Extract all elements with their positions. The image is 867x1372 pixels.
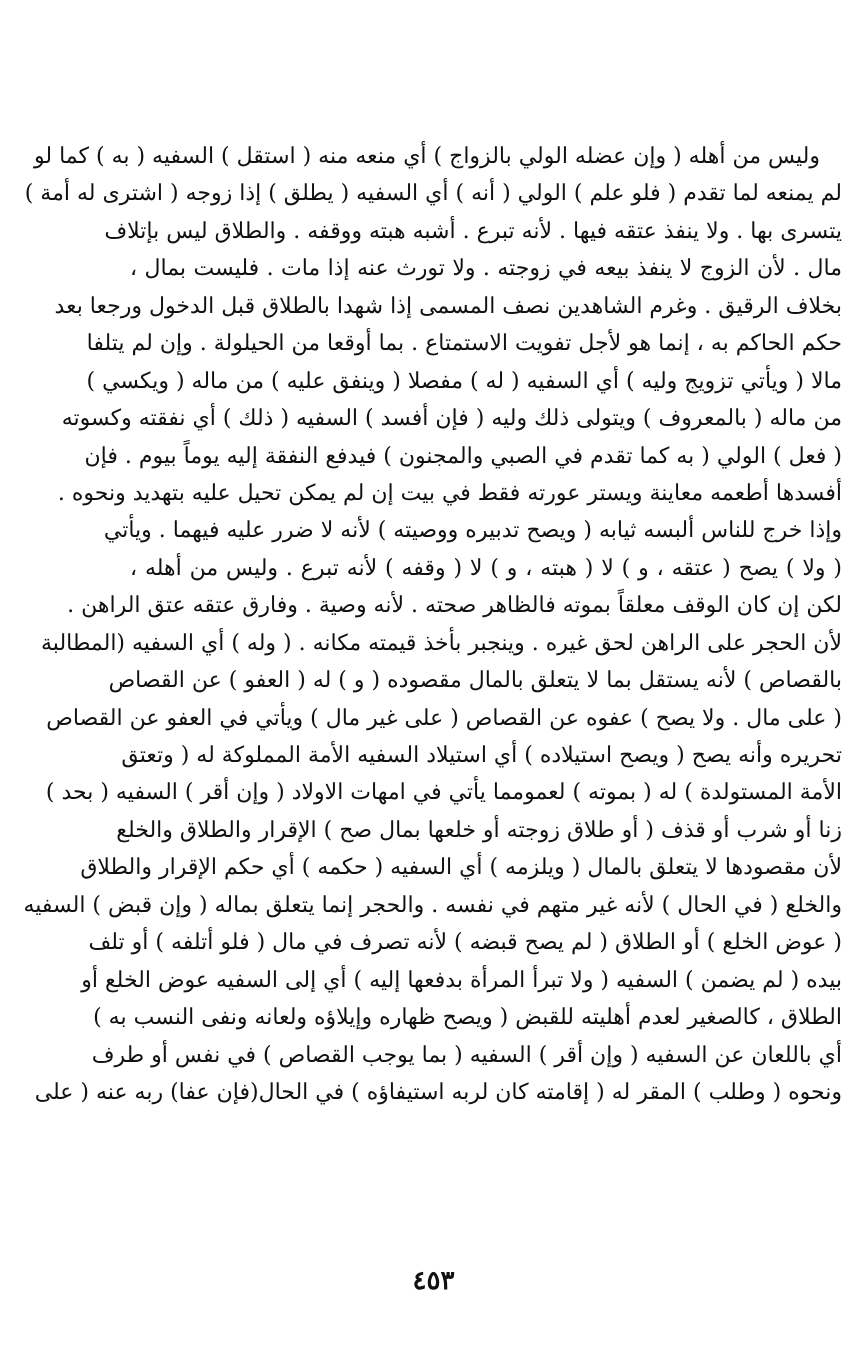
text-line: ( ولا ) يصح ( عتقه ، و ) لا ( هبته ، و ) لا ( وقفه ) لأنه تبرع . وليس من أهله ، <box>130 555 842 581</box>
text-line: يتسرى بها . ولا ينفذ عتقه فيها . لأنه تبرع . أشبه هبته ووقفه . والطلاق ليس بإتلاف <box>104 218 842 244</box>
text-line: لكن إن كان الوقف معلقاً بموته فالظاهر صحته . لأنه وصية . وفارق عتقه عتق الراهن . <box>67 593 842 619</box>
text-line: من ماله ( بالمعروف ) ويتولى ذلك وليه ( فإن أفسد ) السفيه ( ذلك ) أي نفقته وكسوته <box>61 406 842 432</box>
page-number: ٤٥٣ <box>412 1266 455 1296</box>
text-line: بالقصاص ) لأنه يستقل بما لا يتعلق بالمال مقصوده ( و ) له ( العفو ) عن القصاص <box>108 668 842 694</box>
text-line: تحريره وأنه يصح ( ويصح استيلاده ) أي استيلاد السفيه الأمة المملوكة له ( وتعتق <box>121 743 842 768</box>
text-line: حكم الحاكم به ، إنما هو لأجل تفويت الاستمتاع . بما أوقعا من الحيلولة . وإن لم يتلفا <box>86 331 842 357</box>
text-line: وإذا خرج للناس ألبسه ثيابه ( ويصح تدبيره ووصيته ) لأنه لا ضرر عليه فيهما . ويأتي <box>103 518 842 544</box>
text-line: ( على مال . ولا يصح ) عفوه عن القصاص ( على غير مال ) ويأتي في العفو عن القصاص <box>46 705 842 731</box>
text-line: والخلع ( في الحال ) لأنه غير متهم في نفسه . والحجر إنما يتعلق بماله ( وإن قبض ) السفيه <box>23 892 842 918</box>
text-line: وليس من أهله ( وإن عضله الولي بالزواج ) أي منعه منه ( استقل ) السفيه ( به ) كما لو <box>34 144 820 169</box>
text-line: مالا ( ويأتي تزويج وليه ) أي السفيه ( له ) مفصلا ( وينفق عليه ) من ماله ( ويكسي ) <box>86 368 842 394</box>
text-line: لأن مقصودها لا يتعلق بالمال ( ويلزمه ) أي السفيه ( حكمه ) أي حكم الإقرار والطلاق <box>80 855 842 881</box>
text-line: زنا أو شرب أو قذف ( أو طلاق زوجته أو خلعها بمال صح ) الإقرار والطلاق والخلع <box>116 817 842 843</box>
text-line: الأمة المستولدة ) له ( بموته ) لعمومما يأتي في امهات الاولاد ( وإن أقر ) السفيه ( بحد ) <box>45 780 842 806</box>
text-line: أي باللعان عن السفيه ( وإن أقر ) السفيه ( بما يوجب القصاص ) في نفس أو طرف <box>91 1042 842 1068</box>
text-line: لأن الحجر على الراهن لحق غيره . وينجبر بأخذ قيمته مكانه . ( وله ) أي السفيه (المطالبة <box>41 630 842 656</box>
text-line: أفسدها أطعمه معاينة ويستر عورته فقط في بيت إن لم يمكن تحيل عليه بتهديد ونحوه . <box>57 480 842 506</box>
text-line: ونحوه ( وطلب ) المقر له ( إقامته كان لربه استيفاؤه ) في الحال(فإن عفا) ربه عنه ( على <box>34 1079 842 1105</box>
body-text <box>23 138 842 1111</box>
text-line: ( فعل ) الولي ( به كما تقدم في الصبي والمجنون ) فيدفع النفقة إليه يوماً بيوم . فإن <box>84 443 842 469</box>
text-line: لم يمنعه لما تقدم ( فلو علم ) الولي ( أنه ) أي السفيه ( يطلق ) إذا زوجه ( اشترى له أمة ) <box>24 181 842 207</box>
text-line: مال . لأن الزوج لا ينفذ بيعه في زوجته . ولا تورث عنه إذا مات . فليست بمال ، <box>130 256 842 282</box>
text-line: بيده ( لم يضمن ) السفيه ( ولا تبرأ المرأة بدفعها إليه ) أي إلى السفيه عوض الخلع أو <box>81 967 842 993</box>
text-line: بخلاف الرقيق . وغرم الشاهدين نصف المسمى إذا شهدا بالطلاق قبل الدخول ورجعا بعد <box>54 293 842 319</box>
text-line: الطلاق ، كالصغير لعدم أهليته للقبض ( ويصح ظهاره وإيلاؤه ولعانه ونفى النسب به ) <box>93 1005 842 1031</box>
text-line: ( عوض الخلع ) أو الطلاق ( لم يصح قبضه ) لأنه تصرف في مال ( فلو أتلفه ) أو تلف <box>88 930 842 956</box>
